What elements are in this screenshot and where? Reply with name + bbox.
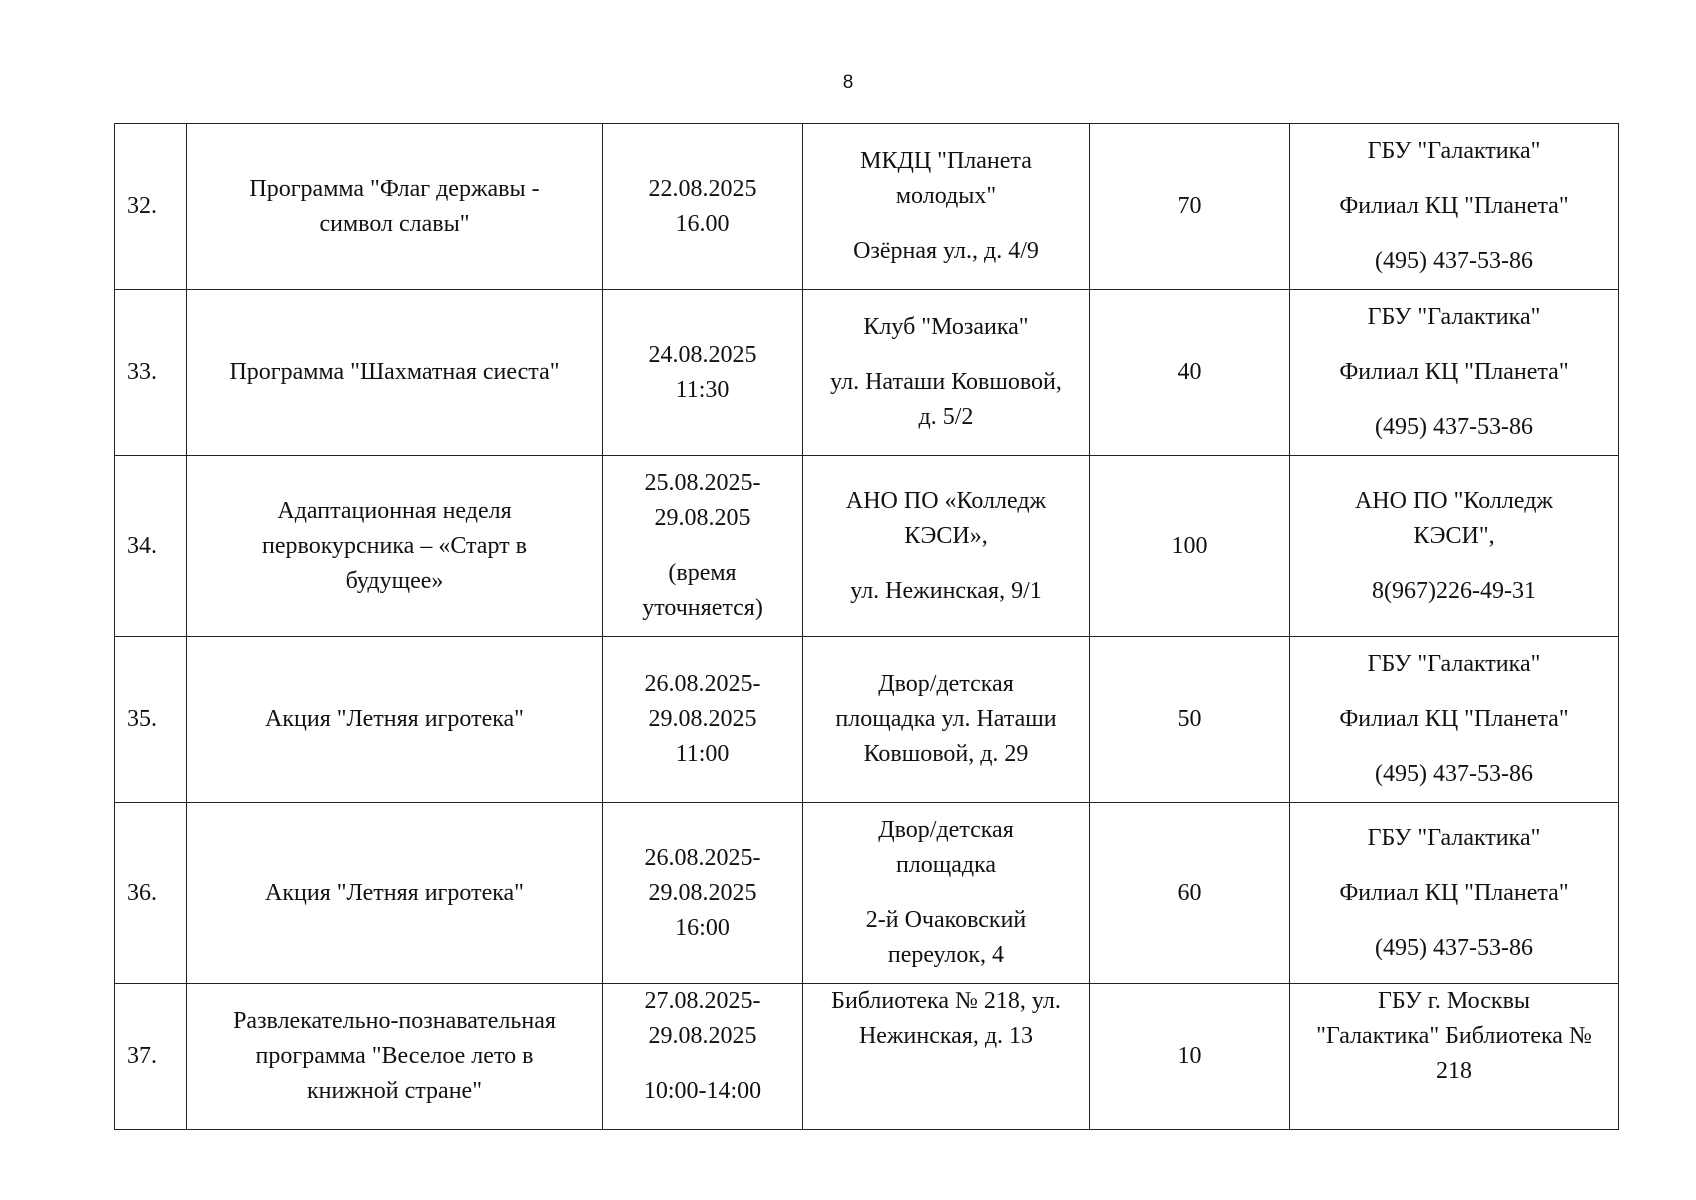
date-line: 29.08.2025 [648, 706, 757, 732]
venue-address: переулок, 4 [887, 942, 1005, 968]
event-name-cell [187, 290, 603, 456]
row-number: 34. [115, 456, 187, 637]
organizer-phone: 8(967)226-49-31 [1372, 577, 1536, 604]
venue-line: Двор/детская [878, 671, 1014, 697]
venue-cell [803, 290, 1090, 456]
organizer-cell [1290, 124, 1619, 290]
row-number: 36. [115, 803, 187, 984]
date-line: 11:30 [675, 376, 730, 403]
date-cell [603, 803, 803, 984]
organizer-line: Филиал КЦ "Планета" [1339, 706, 1569, 732]
organizer-line: КЭСИ", [1413, 522, 1495, 549]
participants-cell: 60 [1090, 803, 1290, 984]
organizer-line: ГБУ "Галактика" [1367, 304, 1541, 330]
date-line: 29.08.2025 [648, 879, 757, 906]
date-note: (время [668, 560, 737, 586]
date-line: 24.08.2025 [648, 341, 757, 368]
venue-cell [803, 637, 1090, 803]
venue-address: ул. Наташи Ковшовой, [830, 369, 1062, 395]
venue-cell [803, 984, 1090, 1130]
organizer-cell [1290, 803, 1619, 984]
venue-line: площадка ул. Наташи [835, 706, 1057, 732]
organizer-line: ГБУ "Галактика" [1367, 824, 1541, 851]
venue-cell [803, 803, 1090, 984]
event-name-cell [187, 456, 603, 637]
event-name-line: первокурсника – «Старт в [262, 532, 527, 559]
date-line: 26.08.2025- [644, 671, 761, 697]
date-cell [603, 124, 803, 290]
participants-cell: 50 [1090, 637, 1290, 803]
event-name-cell [187, 984, 603, 1130]
date-line: 27.08.2025- [644, 988, 761, 1014]
event-name-line: книжной стране" [307, 1078, 482, 1104]
venue-cell [803, 124, 1090, 290]
page-number: 8 [842, 72, 854, 93]
events-table [114, 123, 1619, 1130]
event-name-cell [187, 124, 603, 290]
row-number: 35. [115, 637, 187, 803]
organizer-line: ГБУ "Галактика" [1367, 138, 1541, 164]
row-number: 32. [115, 124, 187, 290]
venue-address: д. 5/2 [918, 404, 974, 430]
row-number: 37. [115, 984, 187, 1130]
venue-address: Озёрная ул., д. 4/9 [853, 238, 1039, 264]
date-line: 16.00 [675, 210, 730, 237]
organizer-line: ГБУ "Галактика" [1367, 651, 1541, 677]
organizer-line: "Галактика" Библиотека № [1316, 1023, 1592, 1049]
venue-line: Клуб "Мозаика" [863, 314, 1029, 340]
venue-line: Нежинская, д. 13 [858, 1023, 1034, 1049]
organizer-phone: (495) 437-53-86 [1375, 934, 1533, 961]
date-cell [603, 984, 803, 1130]
table-row [115, 803, 1619, 984]
row-number: 33. [115, 290, 187, 456]
venue-address: 2-й Очаковский [865, 907, 1027, 933]
participants-cell: 40 [1090, 290, 1290, 456]
venue-address: ул. Нежинская, 9/1 [850, 577, 1042, 604]
date-cell [603, 290, 803, 456]
date-line: 10:00-14:00 [643, 1078, 762, 1104]
table-row [115, 637, 1619, 803]
date-cell [603, 456, 803, 637]
venue-line: МКДЦ "Планета [860, 148, 1032, 174]
organizer-line: ГБУ г. Москвы [1377, 988, 1531, 1014]
organizer-line: Филиал КЦ "Планета" [1339, 879, 1569, 906]
event-name-line: символ славы" [319, 210, 470, 237]
organizer-cell [1290, 637, 1619, 803]
event-name-line: программа "Веселое лето в [255, 1043, 534, 1069]
event-name-line: Программа "Шахматная сиеста" [229, 359, 560, 385]
date-line: 29.08.205 [654, 505, 751, 531]
date-line: 29.08.2025 [648, 1023, 757, 1049]
date-note: уточняется) [642, 595, 763, 621]
date-line: 22.08.2025 [648, 175, 757, 202]
venue-line: Ковшовой, д. 29 [863, 741, 1029, 767]
participants-cell: 70 [1090, 124, 1290, 290]
table-row [115, 124, 1619, 290]
date-line: 26.08.2025- [644, 844, 761, 871]
organizer-line: Филиал КЦ "Планета" [1339, 359, 1569, 385]
organizer-line: АНО ПО "Колледж [1354, 487, 1554, 514]
event-name-line: Адаптационная неделя [277, 497, 512, 524]
event-name-line: Акция "Летняя игротека" [265, 706, 524, 732]
event-name-line: будущее» [345, 567, 444, 594]
table-row [115, 290, 1619, 456]
date-line: 16:00 [675, 914, 730, 941]
organizer-phone: (495) 437-53-86 [1375, 414, 1533, 440]
venue-line: АНО ПО «Колледж [845, 487, 1047, 514]
table-row [115, 984, 1619, 1130]
event-name-line: Акция "Летняя игротека" [265, 879, 524, 906]
event-name-line: Программа "Флаг державы - [249, 175, 540, 202]
organizer-cell [1290, 984, 1619, 1130]
organizer-phone: (495) 437-53-86 [1375, 248, 1533, 274]
date-line: 25.08.2025- [644, 470, 761, 496]
organizer-cell [1290, 456, 1619, 637]
date-line: 11:00 [675, 741, 730, 767]
organizer-line: Филиал КЦ "Планета" [1339, 193, 1569, 219]
venue-line: молодых" [895, 183, 997, 209]
table-row [115, 456, 1619, 637]
date-cell [603, 637, 803, 803]
organizer-line: 218 [1436, 1058, 1472, 1084]
event-name-line: Развлекательно-познавательная [233, 1008, 556, 1034]
venue-line: Библиотека № 218, ул. [831, 988, 1061, 1014]
participants-cell: 100 [1090, 456, 1290, 637]
organizer-phone: (495) 437-53-86 [1375, 761, 1533, 787]
venue-line: КЭСИ», [904, 522, 988, 549]
event-name-cell [187, 637, 603, 803]
event-name-cell [187, 803, 603, 984]
venue-line: площадка [895, 852, 997, 878]
participants-cell: 10 [1090, 984, 1290, 1130]
venue-cell [803, 456, 1090, 637]
venue-line: Двор/детская [878, 817, 1014, 843]
organizer-cell [1290, 290, 1619, 456]
